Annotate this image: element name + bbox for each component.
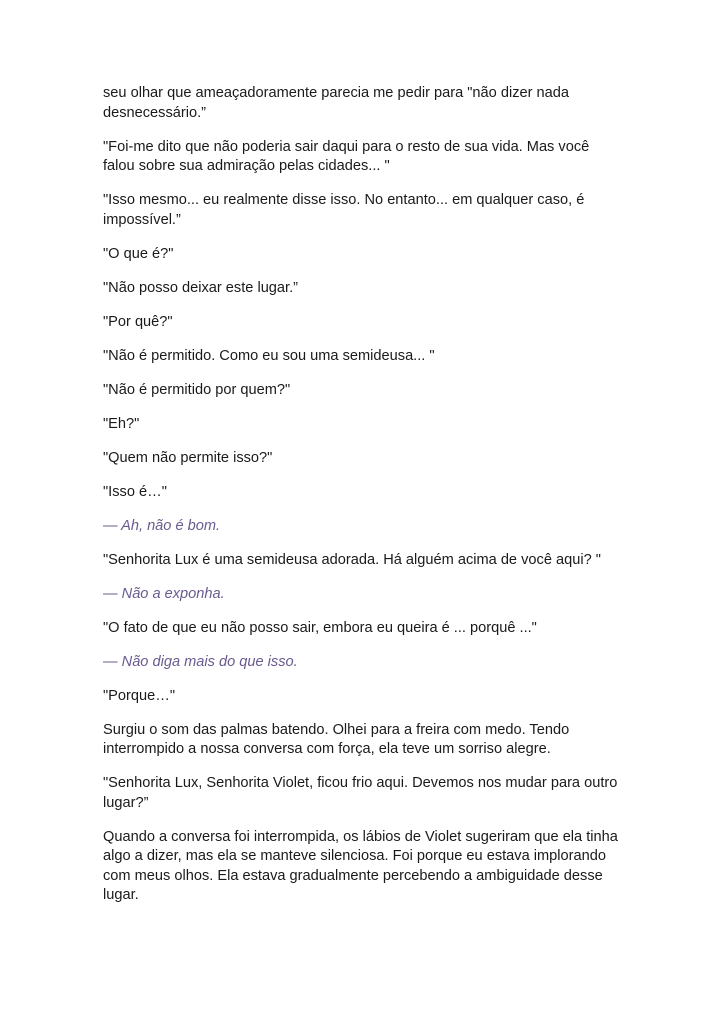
paragraph: "Não posso deixar este lugar.” [103,279,299,296]
inner-thought-paragraph: — Ah, não é bom. [103,517,221,534]
paragraph: "Isso é…" [103,483,167,500]
paragraph: "O fato de que eu não posso sair, embora eu queira é ... porquê ..." [103,619,537,636]
paragraph: "Isso mesmo... eu realmente disse isso. No entanto... em qualquer caso, é impossível.” [103,192,585,228]
paragraph: "Senhorita Lux, Senhorita Violet, ficou frio aqui. Devemos nos mudar para outro lugar?” [103,775,618,811]
paragraph: seu olhar que ameaçadoramente parecia me pedir para "não dizer nada desnecessário.” [103,85,569,121]
paragraph: Quando a conversa foi interrompida, os lábios de Violet sugeriram que ela tinha algo a dizer, mas ela se manteve silenciosa. Foi porque eu estava implorando com meus olhos. Ela estava gradualmente percebendo a ambiguidade desse lugar. [103,828,618,903]
paragraph: "Foi-me dito que não poderia sair daqui para o resto de sua vida. Mas você falou sobre sua admiração pelas cidades... " [103,138,590,174]
paragraph: "Não é permitido por quem?" [103,381,291,398]
paragraph: Surgiu o som das palmas batendo. Olhei para a freira com medo. Tendo interrompido a nossa conversa com força, ela teve um sorriso alegre. [103,721,570,757]
paragraph: "O que é?" [103,245,174,262]
paragraph: "Senhorita Lux é uma semideusa adorada. Há alguém acima de você aqui? " [103,551,601,568]
paragraph: "Por quê?" [103,313,173,330]
inner-thought-paragraph: — Não diga mais do que isso. [103,653,298,670]
paragraph: "Porque…" [103,687,176,704]
inner-thought-paragraph: — Não a exponha. [103,585,225,602]
paragraph: "Não é permitido. Como eu sou uma semideusa... " [103,347,435,364]
document-body [103,84,623,920]
paragraph: "Quem não permite isso?" [103,449,273,466]
paragraph: "Eh?" [103,415,140,432]
